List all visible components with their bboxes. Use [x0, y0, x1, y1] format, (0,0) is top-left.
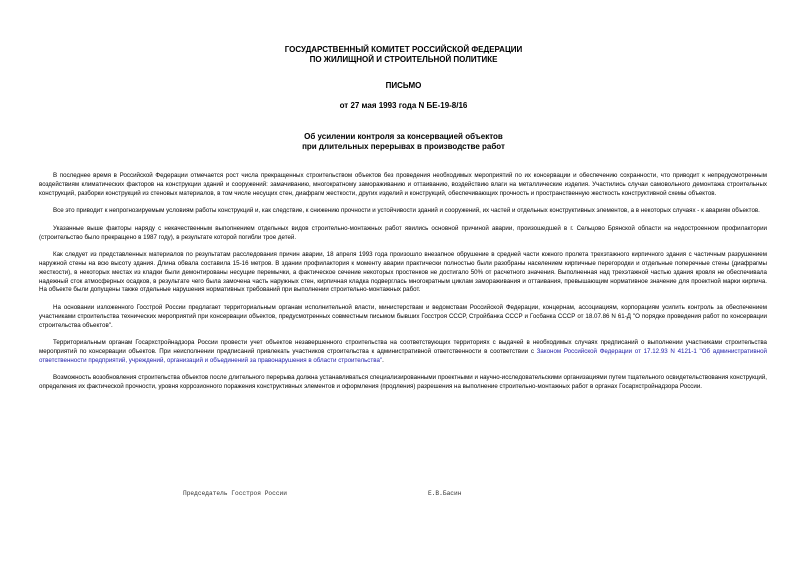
document-type: ПИСЬМО: [385, 81, 422, 90]
subject-line-1: Об усилении контроля за консервацией объектов: [304, 132, 503, 141]
paragraph-5: На основании изложенного Госстрой России предлагает территориальным органам исполнительной власти, министерствам и ведомствам Российской Федерации, концернам, ассоциациям, корпорациям усилить контроль за обеспечением участниками строительства технических мероприятий при консервации объектов, предусмотренных совместным письмом бывших Госстроя СССР, Стройбанка СССР и Госбанка СССР от 18.07.86 N 61-Д "О порядке проведения работ по консервации строительства объектов".: [39, 303, 767, 329]
paragraph-1: В последнее время в Российской Федерации отмечается рост числа прекращенных строительством объектов без проведения необходимых мероприятий по их консервации и обеспечению сохранности, что приводит к непредусмотренным воздействиям климатических факторов на конструкции зданий и сооружений: замачиванию, многократному замораживанию и оттаиванию, воздействию влаги на металлические изделия. Участились случаи самовольного демонтажа строительных конструкций, разборки конструкций из стеновых материалов, в том числе несущих стен, диафрагм жесткости, других изделий и конструкций, обеспечивающих прочность и пространственную жесткость конструктивной схемы объектов.: [39, 172, 767, 197]
document-body: [39, 172, 767, 401]
paragraph-6-end: .: [382, 356, 384, 364]
issuer-line-2: ПО ЖИЛИЩНОЙ И СТРОИТЕЛЬНОЙ ПОЛИТИКЕ: [309, 55, 498, 64]
paragraph-7: Возможность возобновления строительства объектов после длительного перерыва должна устанавливаться специализированными проектными и научно-исследовательскими организациями путем тщательного освидетельствования конструкций, определения их фактической прочности, уровня коррозионного поражения конструктивных элементов и оформления (продления) разрешения на выполнение строительно-монтажных работ в органах Госархстройнадзора России.: [39, 374, 767, 391]
law-reference-link[interactable]: Законом Российской Федерации от 17.12.93 N 4121-1 "Об административной ответственности предприятий, учреждений, организаций и объединений за правонарушения в области строительства": [39, 347, 767, 364]
paragraph-6-text: Территориальным органам Госархстройнадзора России провести учет объектов незавершенного строительства на соответствующих территориях с выдачей в необходимых случаях предписаний о выполнении участниками строительства мероприятий по консервации объектов. При неисполнении предписаний привлекать участников строительства к административной ответственности в соответствии с: [39, 339, 767, 355]
paragraph-2: Все это приводит к непрогнозируемым условиям работы конструкций и, как следствие, к снижению прочности и устойчивости зданий и сооружений, их частей и отдельных конструктивных элементов, а в некоторых случаях - к авариям объектов.: [53, 207, 760, 215]
signatory-position: Председатель Госстроя России: [183, 490, 287, 497]
paragraph-6: [39, 339, 767, 365]
paragraph-4: Как следует из представленных материалов по результатам расследования причин аварии, 18 апреля 1993 года произошло внезапное обрушение в средней части южного пролета трехэтажного кирпичного здания с частичным разрушением наружной стены на всю высоту здания. Длина обвала составила 15-16 метров. В здании профилактория к моменту аварии практически полностью были разобраны населением кирпичные перегородки и отдельные поперечные стены (диафрагмы жесткости), в некоторых местах из кладки были демонтированы несущие перемычки, а фактическое сечение некоторых простенков не достигало 50% от расчетного значения. Выполненная над трехэтажной частью здания кровля не обеспечивала надежный сток атмосферных осадков, в результате чего была замочена часть наружных стен, кирпичная кладка подверглась многократным циклам замораживания и оттаивания, превышающим нормативное значение для проектной марки кирпича. На объекте были допущены также отдельные нарушения нормативных требований при выполнении строительно-монтажных работ.: [39, 251, 767, 294]
document-number: от 27 мая 1993 года N БЕ-19-8/16: [339, 101, 468, 110]
subject-line-2: при длительных перерывах в производстве работ: [302, 142, 505, 151]
document-subject: [0, 132, 807, 152]
paragraph-3: Указанные выше факторы наряду с некачественным выполнением отдельных видов строительно-монтажных работ явились основной причиной аварии, произошедшей в г. Сельцово Брянской области на недостроенном профилактории (строительство было прекращено в 1987 году), в результате которой погибли трое детей.: [39, 224, 767, 241]
issuer-line-1: ГОСУДАРСТВЕННЫЙ КОМИТЕТ РОССИЙСКОЙ ФЕДЕРАЦИИ: [284, 45, 523, 54]
issuer-header: [0, 45, 807, 65]
signatory-name: Е.В.Басин: [428, 490, 462, 497]
